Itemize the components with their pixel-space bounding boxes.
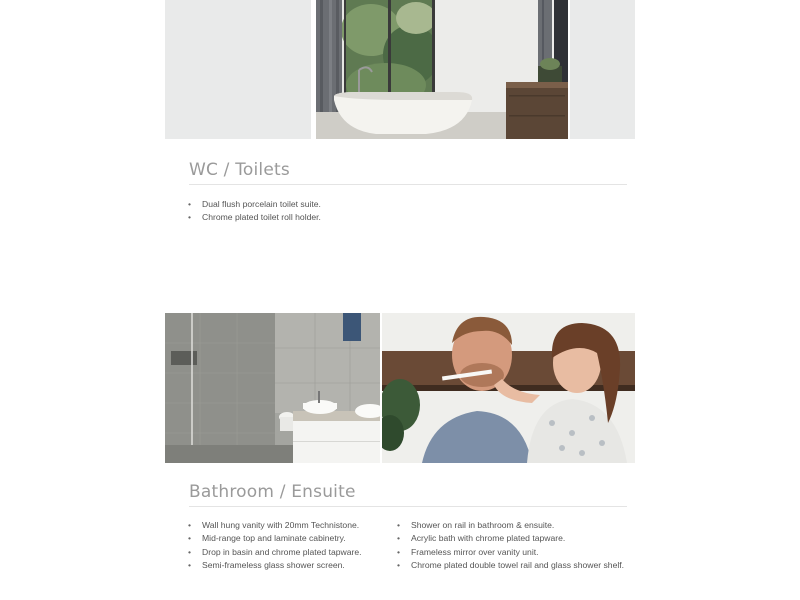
list-item: • Drop in basin and chrome plated tapware. — [188, 546, 362, 559]
grey-panel-left — [165, 0, 311, 139]
brochure-page — [165, 0, 635, 600]
top-image-strip — [165, 0, 635, 139]
list-item: • Shower on rail in bathroom & ensuite. — [397, 519, 624, 532]
wc-section-title: WC / Toilets — [189, 160, 290, 180]
list-item: • Chrome plated toilet roll holder. — [188, 211, 321, 224]
bathroom-vanity-photo — [165, 313, 380, 463]
bathroom-title-divider — [189, 506, 627, 507]
list-item: • Dual flush porcelain toilet suite. — [188, 198, 321, 211]
list-item: • Frameless mirror over vanity unit. — [397, 546, 624, 559]
bathroom-section-title: Bathroom / Ensuite — [189, 482, 356, 502]
list-item: • Chrome plated double towel rail and glass shower shelf. — [397, 559, 624, 572]
grey-panel-right — [570, 0, 635, 139]
list-item: • Acrylic bath with chrome plated tapware. — [397, 532, 624, 545]
list-item: • Mid-range top and laminate cabinetry. — [188, 532, 362, 545]
freestanding-bath-photo — [316, 0, 568, 139]
wc-feature-list — [188, 198, 321, 225]
bathroom-feature-list-right — [397, 519, 624, 573]
wc-title-divider — [189, 184, 627, 185]
list-item: • Semi-frameless glass shower screen. — [188, 559, 362, 572]
father-daughter-brushing-photo — [382, 313, 635, 463]
bathroom-feature-list-left — [188, 519, 362, 573]
list-item: • Wall hung vanity with 20mm Technistone. — [188, 519, 362, 532]
